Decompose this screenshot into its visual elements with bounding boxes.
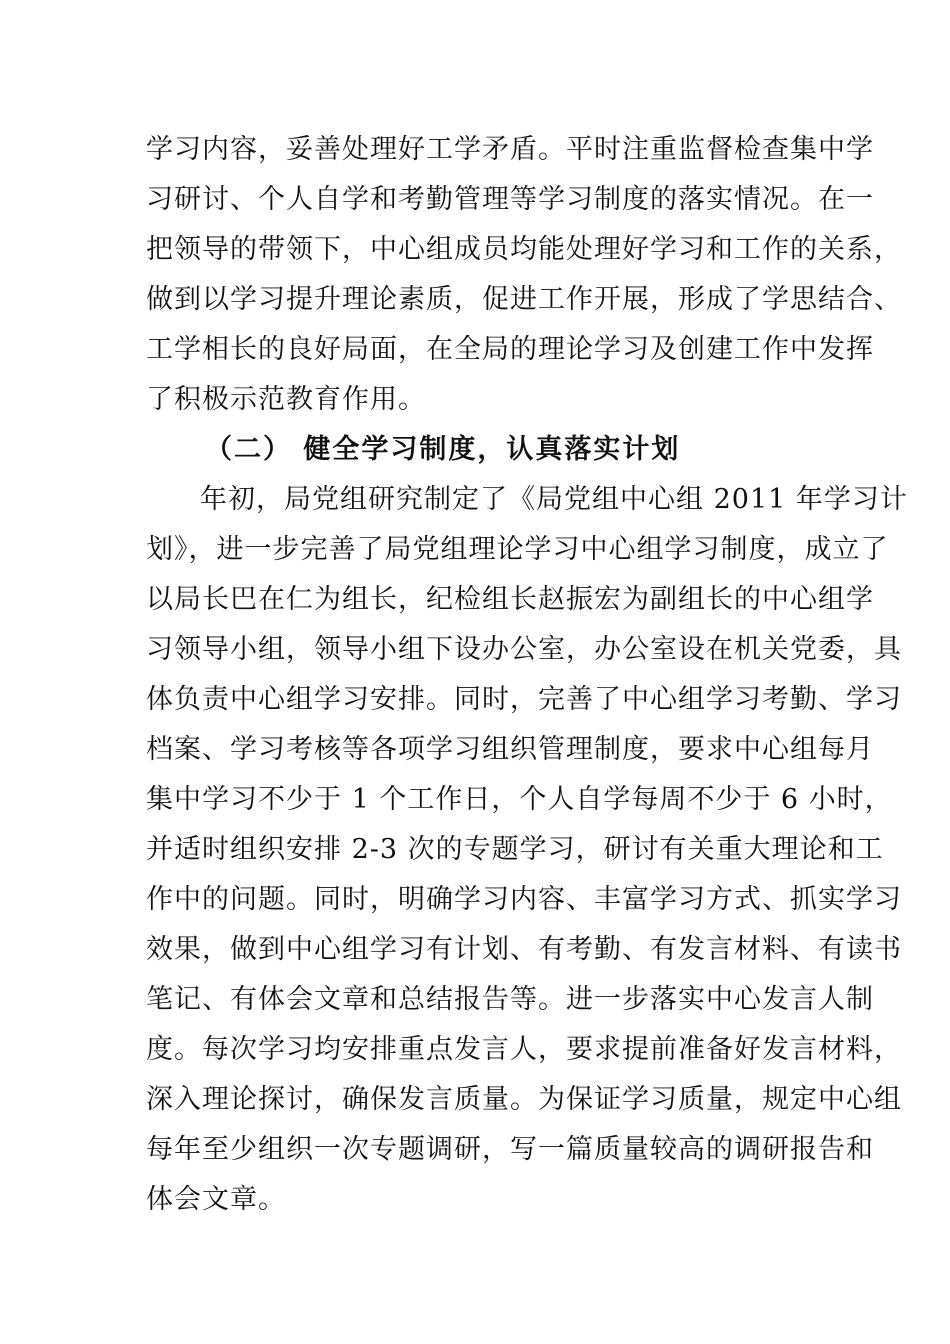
paragraph2-line: 体负责中心组学习安排。同时，完善了中心组学习考勤、学习 — [146, 684, 902, 715]
paragraph2-line: 作中的问题。同时，明确学习内容、丰富学习方式、抓实学习 — [146, 884, 902, 915]
paragraph2-line: 笔记、有体会文章和总结报告等。进一步落实中心发言人制 — [146, 984, 874, 1015]
paragraph2-line: 并适时组织安排 2-3 次的专题学习，研讨有关重大理论和工 — [146, 834, 884, 865]
paragraph1-line: 了积极示范教育作用。 — [146, 384, 426, 415]
paragraph2-line: 档案、学习考核等各项学习组织管理制度，要求中心组每月 — [146, 734, 874, 765]
paragraph2-line: 划》，进一步完善了局党组理论学习中心组学习制度，成立了 — [146, 534, 889, 565]
paragraph2-line: 深入理论探讨，确保发言质量。为保证学习质量，规定中心组 — [146, 1084, 902, 1115]
paragraph1-line: 习研讨、个人自学和考勤管理等学习制度的落实情况。在一 — [146, 184, 874, 215]
paragraph2-line: 体会文章。 — [146, 1184, 286, 1215]
paragraph2-line: 集中学习不少于 1 个工作日，个人自学每周不少于 6 小时， — [146, 784, 893, 815]
paragraph2-line: 度。每次学习均安排重点发言人，要求提前准备好发言材料， — [146, 1034, 902, 1065]
section-heading: （二） 健全学习制度，认真落实计划 — [205, 434, 681, 465]
paragraph2-line: 年初，局党组研究制定了《局党组中心组 2011 年学习计 — [200, 484, 908, 515]
paragraph1-line: 做到以学习提升理论素质，促进工作开展，形成了学思结合、 — [146, 284, 902, 315]
paragraph1-line: 工学相长的良好局面，在全局的理论学习及创建工作中发挥 — [146, 334, 874, 365]
paragraph2-line: 每年至少组织一次专题调研，写一篇质量较高的调研报告和 — [146, 1134, 874, 1165]
paragraph2-line: 效果，做到中心组学习有计划、有考勤、有发言材料、有读书 — [146, 934, 902, 965]
paragraph2-line: 以局长巴在仁为组长，纪检组长赵振宏为副组长的中心组学 — [146, 584, 874, 615]
paragraph1-line: 把领导的带领下，中心组成员均能处理好学习和工作的关系， — [146, 234, 902, 265]
paragraph1-line: 学习内容，妥善处理好工学矛盾。平时注重监督检查集中学 — [146, 134, 874, 165]
paragraph2-line: 习领导小组，领导小组下设办公室，办公室设在机关党委，具 — [146, 634, 902, 665]
